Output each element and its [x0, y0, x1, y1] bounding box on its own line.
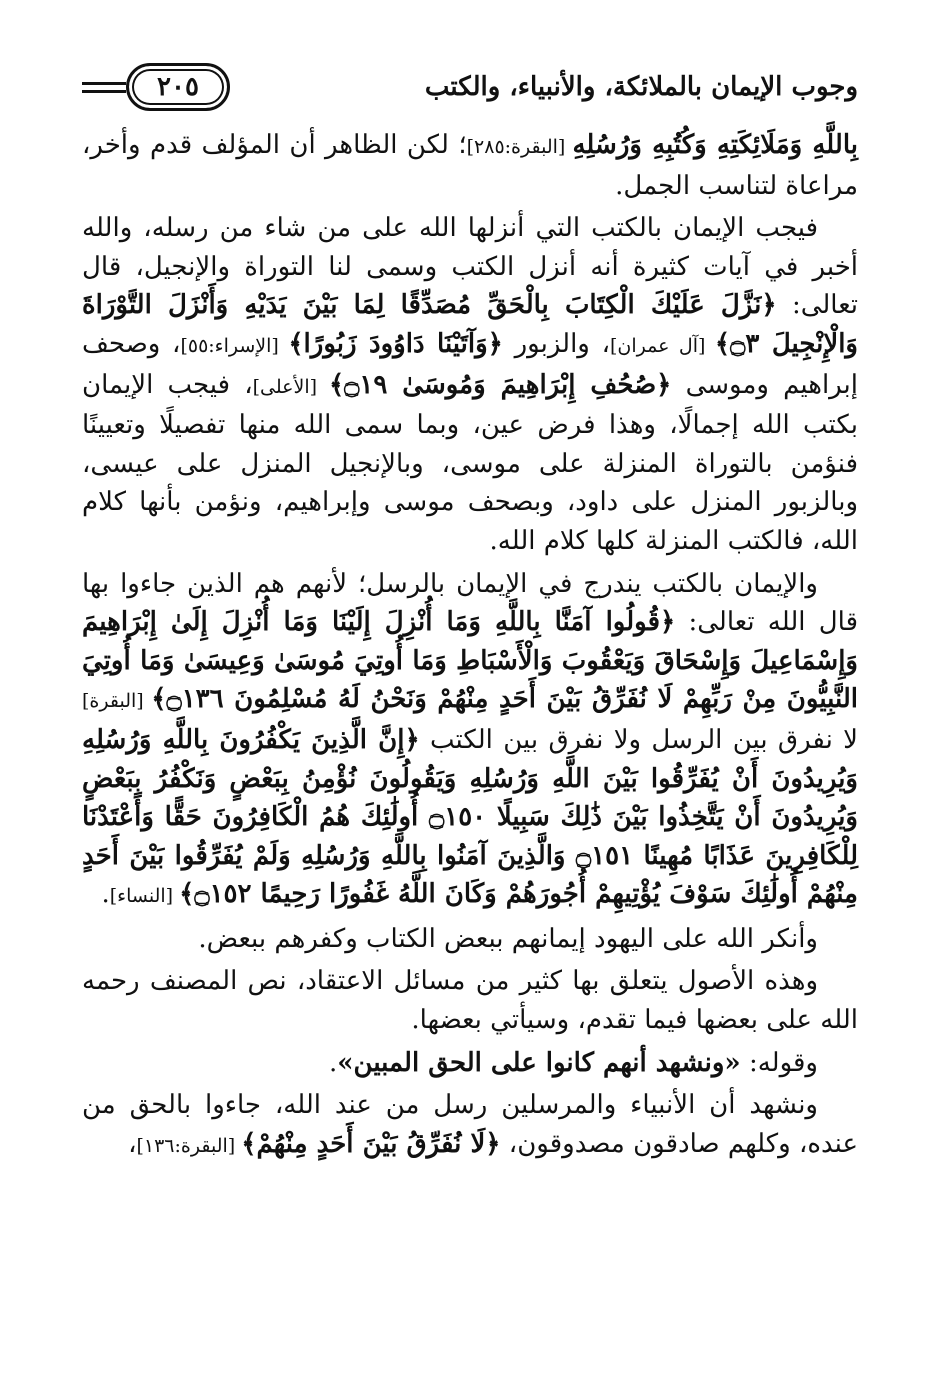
body-text: . [329, 1047, 338, 1078]
quoted-text: «ونشهد أنهم كانوا على الحق المبين» [337, 1047, 741, 1078]
verse-reference: [الإسراء:٥٥] [180, 334, 289, 357]
body-text: . [101, 879, 110, 910]
body-text: لا نفرق بين الرسل ولا نفرق بين الكتب [419, 724, 858, 755]
quran-verse: بِاللَّهِ وَمَلَائِكَتِهِ وَكُتُبِهِ وَرُسُلِهِ [572, 130, 858, 160]
verse-reference: [البقرة:١٣٦] [136, 1134, 242, 1157]
quran-verse: ﴿إِنَّ الَّذِينَ يَكْفُرُونَ بِاللَّهِ وَرُسُلِهِ وَيُرِيدُونَ أَنْ يُفَرِّقُوا بَيْنَ اللَّهِ وَرُسُلِهِ وَيَقُولُونَ نُؤْمِنُ بِبَعْضٍ وَنَكْفُرُ بِبَعْضٍ وَيُرِيدُونَ أَنْ يَتَّخِذُوا بَيْنَ ذَٰلِكَ سَبِيلًا ۝١٥٠ أُولَٰئِكَ هُمُ الْكَافِرُونَ حَقًّا وَأَعْتَدْنَا لِلْكَافِرِينَ عَذَابًا مُهِينًا ۝١٥١ وَالَّذِينَ آمَنُوا بِاللَّهِ وَرُسُلِهِ وَلَمْ يُفَرِّقُوا بَيْنَ أَحَدٍ مِنْهُمْ أُولَٰئِكَ سَوْفَ يُؤْتِيهِمْ أُجُورَهُمْ وَكَانَ اللَّهُ غَفُورًا رَحِيمًا ۝١٥٢﴾ [82, 724, 858, 910]
paragraph-p5 [82, 962, 858, 1039]
page-number-ornament [82, 63, 230, 111]
header-rule [82, 82, 126, 93]
quran-verse: ﴿قُولُوا آمَنَّا بِاللَّهِ وَمَا أُنْزِلَ إِلَيْنَا وَمَا أُنْزِلَ إِلَىٰ إِبْرَاهِيمَ وَإِسْمَاعِيلَ وَإِسْحَاقَ وَيَعْقُوبَ وَالْأَسْبَاطِ وَمَا أُوتِيَ مُوسَىٰ وَعِيسَىٰ وَمَا أُوتِيَ النَّبِيُّونَ مِنْ رَبِّهِمْ لَا نُفَرِّقُ بَيْنَ أَحَدٍ مِنْهُمْ وَنَحْنُ لَهُ مُسْلِمُونَ ۝١٣٦﴾ [82, 607, 858, 715]
body-text: وهذه الأصول يتعلق بها كثير من مسائل الاعتقاد، نص المصنف رحمه الله على بعضها فيما تقدم، وسيأتي بعضها. [82, 966, 858, 1036]
body-text: فيجب الإيمان بالكتب التي أنزلها الله على من شاء من رسله، والله أخبر في آيات كثيرة أنه أنزل الكتب وسمى لنا التوراة والإنجيل، قال تعالى: [82, 213, 858, 321]
paragraph-p2 [82, 209, 858, 560]
body-text: وقوله: [740, 1047, 818, 1078]
quran-verse: ﴿لَا نُفَرِّقُ بَيْنَ أَحَدٍ مِنْهُمْ﴾ [241, 1128, 501, 1159]
body-text: ؛ لكن الظاهر أن المؤلف قدم وأخر، مراعاة لتناسب الجمل. [82, 130, 858, 201]
verse-reference: [البقرة:٢٨٥] [466, 136, 573, 158]
verse-reference: [آل عمران] [609, 334, 715, 357]
paragraph-p6 [82, 1044, 858, 1083]
verse-reference: [النساء] [109, 885, 180, 908]
body-text: وأنكر الله على اليهود إيمانهم ببعض الكتاب وكفرهم ببعض. [198, 923, 818, 954]
body-text: ، وصحف إبراهيم وموسى [82, 328, 858, 400]
page-number: ٢٠٥ [126, 63, 230, 111]
paragraph-p7 [82, 1086, 858, 1165]
page-header [82, 58, 858, 116]
paragraph-p1 [82, 126, 858, 205]
body-text: ونشهد أن الأنبياء والمرسلين رسل من عند الله، جاءوا بالحق من عنده، وكلهم صادقون مصدوقون، [82, 1090, 858, 1159]
body-text: ، والزبور [502, 328, 610, 359]
body-text: والإيمان بالكتب يندرج في الإيمان بالرسل؛ لأنهم هم الذين جاءوا بها قال الله تعالى: [82, 568, 858, 638]
quran-verse: ﴿وَآتَيْنَا دَاوُودَ زَبُورًا﴾ [288, 328, 503, 359]
verse-reference: [البقرة] [82, 690, 152, 713]
body-text: ، [128, 1128, 137, 1159]
main-text [82, 126, 858, 1165]
body-text: ، فيجب الإيمان بكتب الله إجمالًا، وهذا فرض عين، وبما سمى الله منها تفصيلًا وتعيينًا فنؤمن بالتوراة المنزلة على موسى، وبالإنجيل المنزل على عيسى، وبالزبور المنزل على داود، وبصحف موسى وإبراهيم، ونؤمن بأنها كلام الله، فالكتب المنزلة كلها كلام الله. [82, 369, 858, 556]
quran-verse: ﴿نَزَّلَ عَلَيْكَ الْكِتَابَ بِالْحَقِّ مُصَدِّقًا لِمَا بَيْنَ يَدَيْهِ وَأَنْزَلَ التَّوْرَاةَ وَالْإِنْجِيلَ ۝٣﴾ [82, 290, 858, 359]
running-title: وجوب الإيمان بالملائكة، والأنبياء، والكتب [424, 72, 858, 102]
verse-reference: [الأعلى] [252, 375, 329, 398]
paragraph-p3 [82, 565, 858, 916]
paragraph-p4 [82, 920, 858, 959]
quran-verse: ﴿صُحُفِ إِبْرَاهِيمَ وَمُوسَىٰ ۝١٩﴾ [328, 369, 672, 400]
